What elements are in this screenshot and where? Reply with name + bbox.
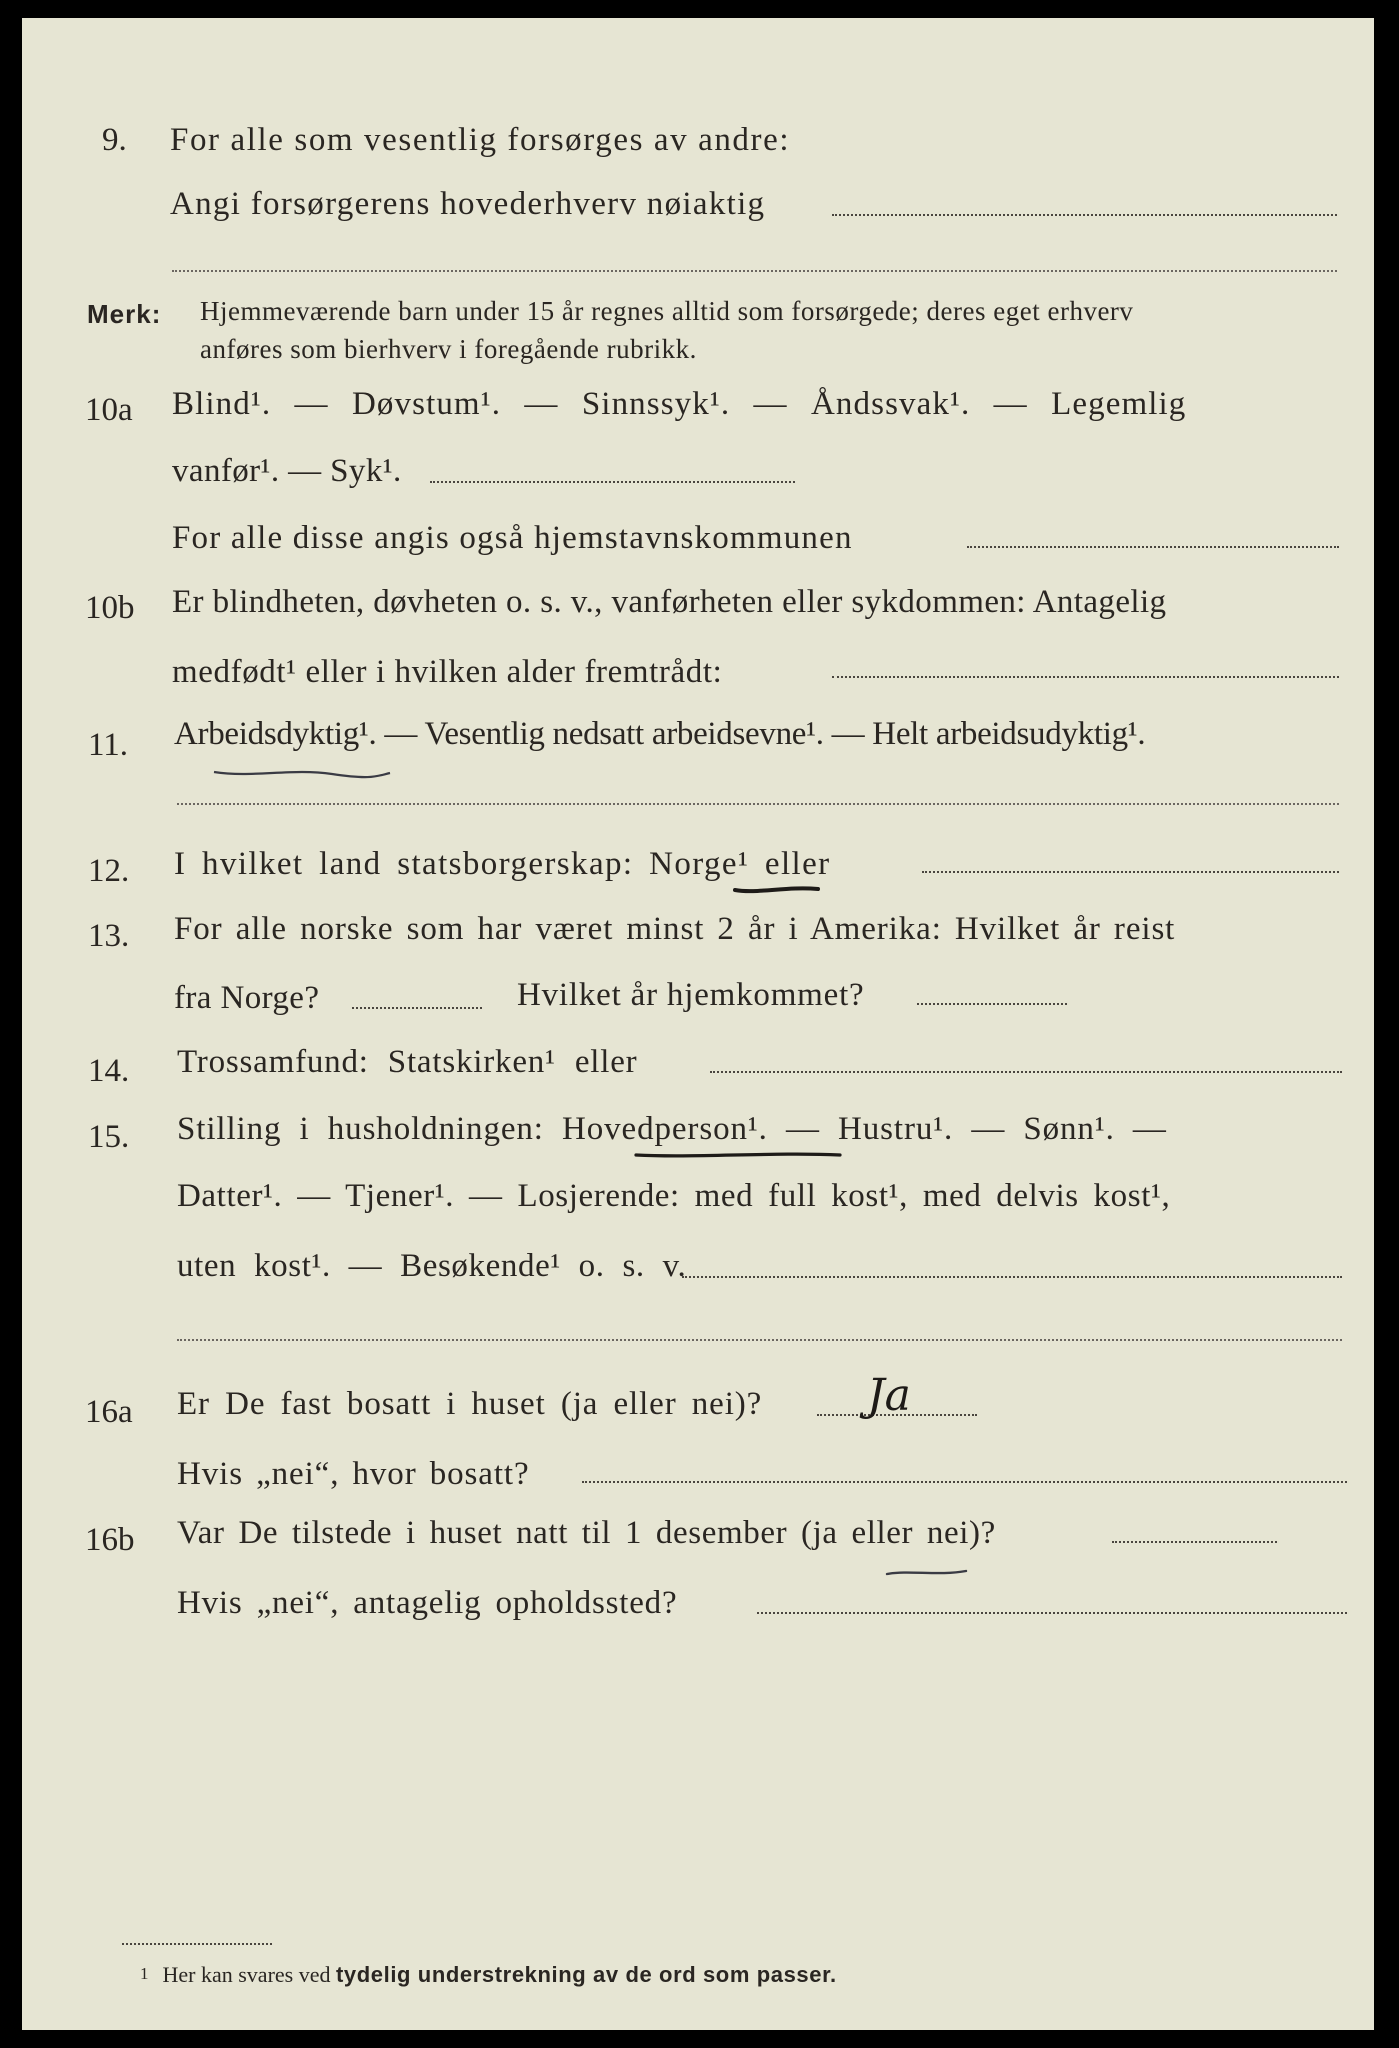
footnote-rule [122,1943,272,1945]
footnote-text-bold: tydelig understrekning av de ord som passer. [336,1962,837,1987]
answer-line [582,1481,1347,1483]
handwritten-underline [732,882,822,898]
handwritten-answer-16a: Ja [867,1370,911,1421]
question-10b-line-2: medfødt¹ eller i hvilken alder fremtrådt: [172,654,723,690]
question-11-number: 11. [88,727,129,763]
answer-line [832,214,1337,216]
question-11-line-1: Arbeidsdyktig¹. — Vesentlig nedsatt arbeidsevne¹. — Helt arbeidsudyktig¹. [174,716,1146,752]
footnote-mark: 1 [140,1964,149,1983]
answer-line [1112,1541,1277,1543]
question-10b-number: 10b [85,590,135,626]
merk-line-2: anføres som bierhverv i foregående rubrikk. [200,334,697,364]
question-10a-line-1: Blind¹. — Døvstum¹. — Sinnssyk¹. — Åndssvak¹. — Legemlig [172,386,1187,422]
question-10a-line-3: For alle disse angis også hjemstavnskommunen [172,520,853,556]
answer-line [967,546,1339,548]
answer-line [757,1612,1347,1614]
question-10a-line-2: vanfør¹. — Syk¹. [172,453,402,489]
question-15-line-2: Datter¹. — Tjener¹. — Losjerende: med full kost¹, med delvis kost¹, [177,1178,1171,1214]
answer-line [177,1339,1342,1341]
question-13-line-2a: fra Norge? [174,980,320,1016]
question-13-line-2b: Hvilket år hjemkommet? [517,977,865,1013]
question-16a-line-1: Er De fast bosatt i huset (ja eller nei)? [177,1386,763,1422]
answer-line [710,1071,1342,1073]
footnote-text-plain: Her kan svares ved [162,1962,331,1987]
question-14-line-1: Trossamfund: Statskirken¹ eller [177,1044,638,1080]
question-9-number: 9. [102,122,127,158]
question-16b-number: 16b [85,1522,135,1558]
question-9-line-2: Angi forsørgerens hovederhverv nøiaktig [170,186,766,222]
question-16b-line-1: Var De tilstede i huset natt til 1 desember (ja eller nei)? [177,1515,996,1551]
footnote [140,1962,837,1988]
answer-line [832,676,1339,678]
answer-line [917,1003,1067,1005]
question-15-line-3: uten kost¹. — Besøkende¹ o. s. v. [177,1248,687,1284]
merk-line-1: Hjemmeværende barn under 15 år regnes alltid som forsørgede; deres eget erhverv [200,296,1134,326]
answer-line [430,481,795,483]
merk-label: Merk: [87,299,162,329]
question-13-line-1: For alle norske som har været minst 2 år i Amerika: Hvilket år reist [174,911,1176,947]
question-12-number: 12. [88,853,130,889]
handwritten-underline [212,764,392,784]
answer-line [682,1276,1342,1278]
question-9-line-1: For alle som vesentlig forsørges av andre: [170,122,791,158]
question-16a-number: 16a [85,1394,133,1430]
answer-line [922,871,1339,873]
question-12-line-1: I hvilket land statsborgerskap: Norge¹ eller [174,846,831,882]
question-15-number: 15. [88,1119,130,1155]
question-14-number: 14. [88,1053,130,1089]
question-10a-number: 10a [85,392,133,428]
answer-line [177,803,1339,805]
census-form-page [22,18,1374,2030]
handwritten-dash [884,1566,969,1580]
answer-line [352,1007,482,1009]
question-15-line-1: Stilling i husholdningen: Hovedperson¹. — Hustru¹. — Sønn¹. — [177,1111,1167,1147]
handwritten-underline [634,1148,844,1162]
question-16b-line-2: Hvis „nei“, antagelig opholdssted? [177,1585,678,1621]
question-16a-line-2: Hvis „nei“, hvor bosatt? [177,1456,530,1492]
question-13-number: 13. [88,918,130,954]
question-10b-line-1: Er blindheten, døvheten o. s. v., vanførheten eller sykdommen: Antagelig [172,584,1167,620]
answer-line [172,270,1337,272]
